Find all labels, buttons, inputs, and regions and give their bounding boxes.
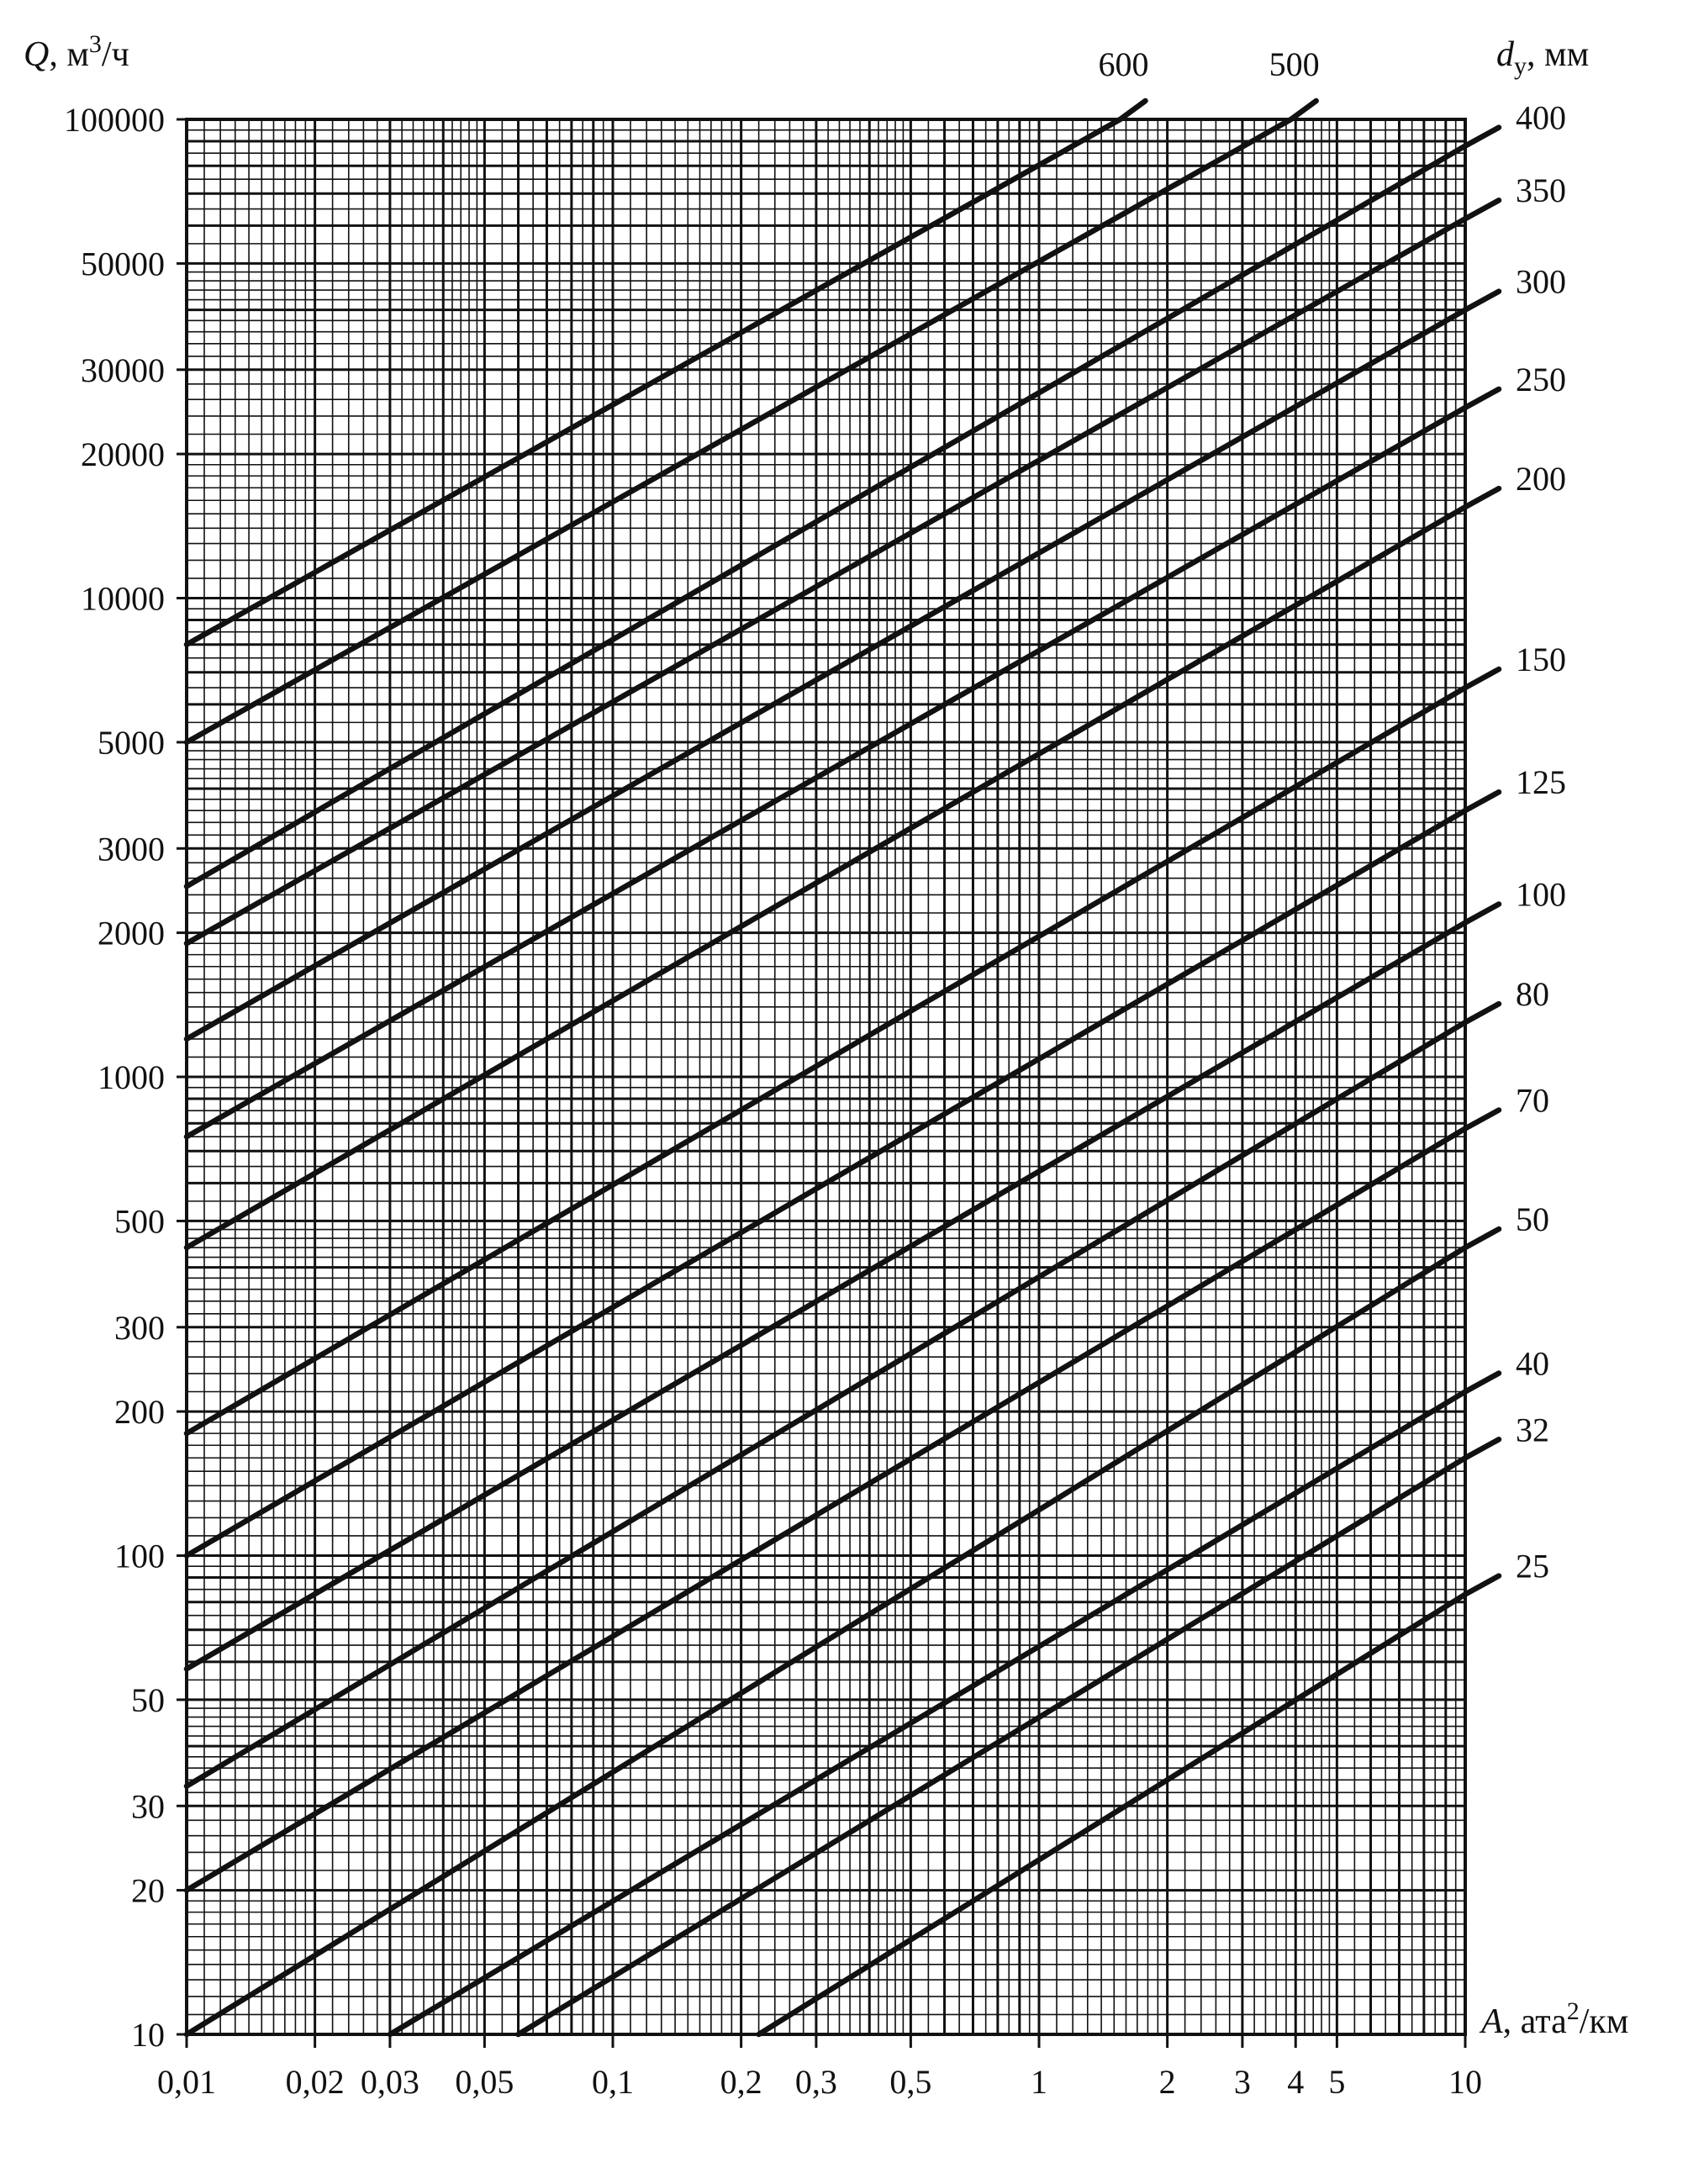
x-tick-label: 10: [1448, 2063, 1482, 2101]
series-label-50: 50: [1516, 1200, 1549, 1239]
series-leader-200: [1465, 488, 1499, 507]
y-tick-label: 30000: [81, 351, 165, 389]
y-tick-label: 5000: [98, 723, 165, 762]
x-tick-label: 5: [1328, 2063, 1346, 2101]
x-tick-label: 0,03: [360, 2063, 419, 2101]
x-tick-label: 0,1: [592, 2063, 634, 2101]
series-label-32: 32: [1516, 1411, 1549, 1449]
series-line-600: [187, 119, 1120, 645]
y-tick-label: 50000: [81, 245, 165, 283]
plot-frame: [177, 119, 1465, 2048]
y-tick-label: 200: [114, 1393, 165, 1432]
series-label-25: 25: [1516, 1547, 1549, 1585]
x-tick-label: 0,01: [157, 2063, 216, 2101]
series-leader-250: [1465, 389, 1499, 408]
x-tick-label: 4: [1287, 2063, 1305, 2101]
series-line-500: [187, 119, 1291, 742]
series-leader-600: [1120, 101, 1145, 119]
series-label-350: 350: [1516, 171, 1566, 210]
series-leader-500: [1291, 101, 1316, 119]
series-leader-150: [1465, 669, 1499, 688]
y-tick-label: 30: [131, 1787, 165, 1826]
series-leader-350: [1465, 200, 1499, 219]
y-tick-label: 1000: [98, 1058, 165, 1096]
x-axis-title: A, ата$^2$/км: [1481, 1997, 1629, 2041]
y-tick-label: 100000: [64, 101, 165, 139]
x-tick-label: 0,5: [889, 2063, 932, 2101]
series-leader-125: [1465, 792, 1499, 810]
tick-labels: [64, 101, 1482, 2101]
series-label-70: 70: [1516, 1081, 1549, 1120]
series-label-250: 250: [1516, 360, 1566, 398]
y-tick-label: 3000: [98, 830, 165, 868]
series-leader-32: [1465, 1439, 1499, 1458]
x-tick-label: 3: [1233, 2063, 1251, 2101]
x-tick-label: 0,3: [794, 2063, 837, 2101]
series-leader-400: [1465, 128, 1499, 146]
y-tick-label: 10: [131, 2016, 165, 2054]
y-tick-label: 20000: [81, 435, 165, 474]
series-label-200: 200: [1516, 460, 1566, 499]
series-line-40: [390, 1391, 1465, 2034]
series-leader-50: [1465, 1229, 1499, 1248]
x-tick-label: 0,2: [720, 2063, 762, 2101]
series-label-500: 500: [1269, 45, 1320, 83]
series-label-100: 100: [1516, 875, 1566, 914]
series-label-40: 40: [1516, 1344, 1549, 1383]
series-label-400: 400: [1516, 98, 1566, 137]
series-label-150: 150: [1516, 641, 1566, 679]
series-line-50: [187, 1248, 1465, 2034]
series-leader-100: [1465, 904, 1499, 922]
series-line-100: [187, 922, 1465, 1669]
x-tick-label: 1: [1031, 2063, 1047, 2101]
y-tick-label: 20: [131, 1871, 165, 1910]
series-line-25: [759, 1595, 1465, 2034]
y-tick-label: 300: [114, 1308, 165, 1347]
series-leader-25: [1465, 1576, 1499, 1595]
series-leader-80: [1465, 1004, 1499, 1022]
series-line-300: [187, 310, 1465, 1039]
y-tick-label: 100: [114, 1537, 165, 1575]
series-leader-40: [1465, 1373, 1499, 1391]
y-tick-label: 10000: [81, 579, 165, 618]
x-tick-label: 0,02: [285, 2063, 345, 2101]
y-axis-title: Q, $м^3/ч$: [24, 30, 129, 74]
series-header: $d_у$, мм: [1496, 35, 1590, 80]
series-label-80: 80: [1516, 975, 1549, 1014]
series-label-125: 125: [1516, 763, 1566, 802]
series-label-300: 300: [1516, 262, 1566, 301]
x-tick-label: 0,05: [455, 2063, 514, 2101]
y-tick-label: 50: [131, 1680, 165, 1719]
x-tick-label: 2: [1158, 2063, 1176, 2101]
y-tick-label: 2000: [98, 914, 165, 952]
series-label-600: 600: [1098, 45, 1149, 83]
series-leader-70: [1465, 1110, 1499, 1128]
series-leader-300: [1465, 292, 1499, 310]
grid: [187, 119, 1465, 2034]
y-tick-label: 500: [114, 1202, 165, 1241]
